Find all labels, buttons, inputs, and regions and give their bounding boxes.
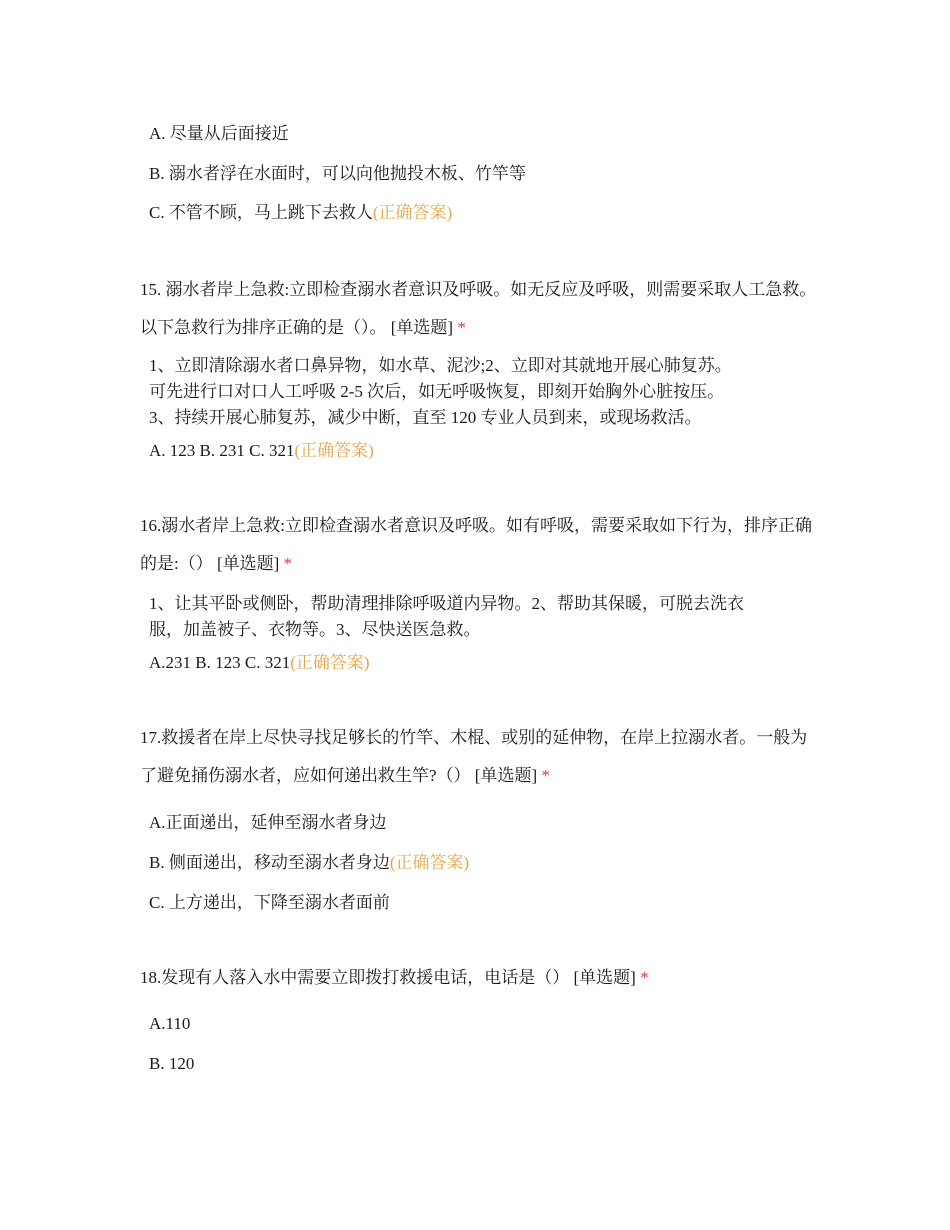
option-text: A.110 — [149, 1014, 191, 1033]
option-text: C. 不管不顾，马上跳下去救人 — [149, 203, 373, 222]
correct-answer-marker: (正确答案) — [290, 653, 370, 672]
required-marker: * — [541, 766, 550, 785]
q15-description — [149, 353, 819, 431]
q14-option-a[interactable] — [149, 123, 289, 145]
q16-description — [149, 591, 819, 643]
q18-option-b[interactable] — [149, 1053, 194, 1075]
q15-options[interactable] — [149, 440, 374, 462]
option-text: C. 上方递出，下降至溺水者面前 — [149, 893, 390, 912]
description-line: 服，加盖被子、衣物等。3、尽快送医急救。 — [149, 620, 481, 639]
required-marker: * — [640, 968, 649, 987]
question-text: 16.溺水者岸上急救:立即检查溺水者意识及呼吸。如有呼吸，需要采取如下行为，排序正确的是:（） [单选题] — [140, 516, 812, 573]
option-text: A. 尽量从后面接近 — [149, 124, 289, 143]
options-text: A.231 B. 123 C. 321 — [149, 653, 291, 672]
q16-options[interactable] — [149, 652, 370, 674]
q17-option-a[interactable] — [149, 812, 387, 834]
q17-option-b[interactable] — [149, 852, 469, 874]
option-text: B. 溺水者浮在水面时，可以向他抛投木板、竹竿等 — [149, 164, 526, 183]
option-text: B. 侧面递出，移动至溺水者身边 — [149, 853, 390, 872]
options-text: A. 123 B. 231 C. 321 — [149, 441, 295, 460]
correct-answer-marker: (正确答案) — [389, 853, 470, 872]
question-text: 17.救援者在岸上尽快寻找足够长的竹竿、木棍、或别的延伸物，在岸上拉溺水者。一般为了避免捅伤溺水者，应如何递出救生竿?（） [单选题] — [140, 728, 808, 785]
correct-answer-marker: (正确答案) — [372, 203, 453, 222]
q14-option-c[interactable] — [149, 202, 452, 224]
description-line: 1、立即清除溺水者口鼻异物，如水草、泥沙;2、立即对其就地开展心肺复苏。 — [149, 356, 732, 375]
q14-option-b[interactable] — [149, 163, 526, 185]
option-text: A.正面递出，延伸至溺水者身边 — [149, 813, 387, 832]
q15-question — [140, 271, 820, 347]
description-line: 3、持续开展心肺复苏，减少中断，直至 120 专业人员到来，或现场救活。 — [149, 408, 702, 427]
q16-question — [140, 507, 820, 583]
description-line: 可先进行口对口人工呼吸 2-5 次后，如无呼吸恢复，即刻开始胸外心脏按压。 — [149, 382, 725, 401]
q17-question — [140, 719, 820, 795]
description-line: 1、让其平卧或侧卧，帮助清理排除呼吸道内异物。2、帮助其保暖，可脱去洗衣 — [149, 594, 744, 613]
correct-answer-marker: (正确答案) — [294, 441, 374, 460]
option-text: B. 120 — [149, 1054, 195, 1073]
q18-question — [140, 959, 820, 997]
question-text: 18.发现有人落入水中需要立即拨打救援电话，电话是（） [单选题] — [140, 968, 636, 987]
question-text: 15. 溺水者岸上急救:立即检查溺水者意识及呼吸。如无反应及呼吸，则需要采取人工急救。以下急救行为排序正确的是（）。 [单选题] — [140, 280, 817, 337]
q17-option-c[interactable] — [149, 892, 390, 914]
q18-option-a[interactable] — [149, 1013, 190, 1035]
required-marker: * — [283, 554, 293, 573]
required-marker: * — [457, 318, 466, 337]
